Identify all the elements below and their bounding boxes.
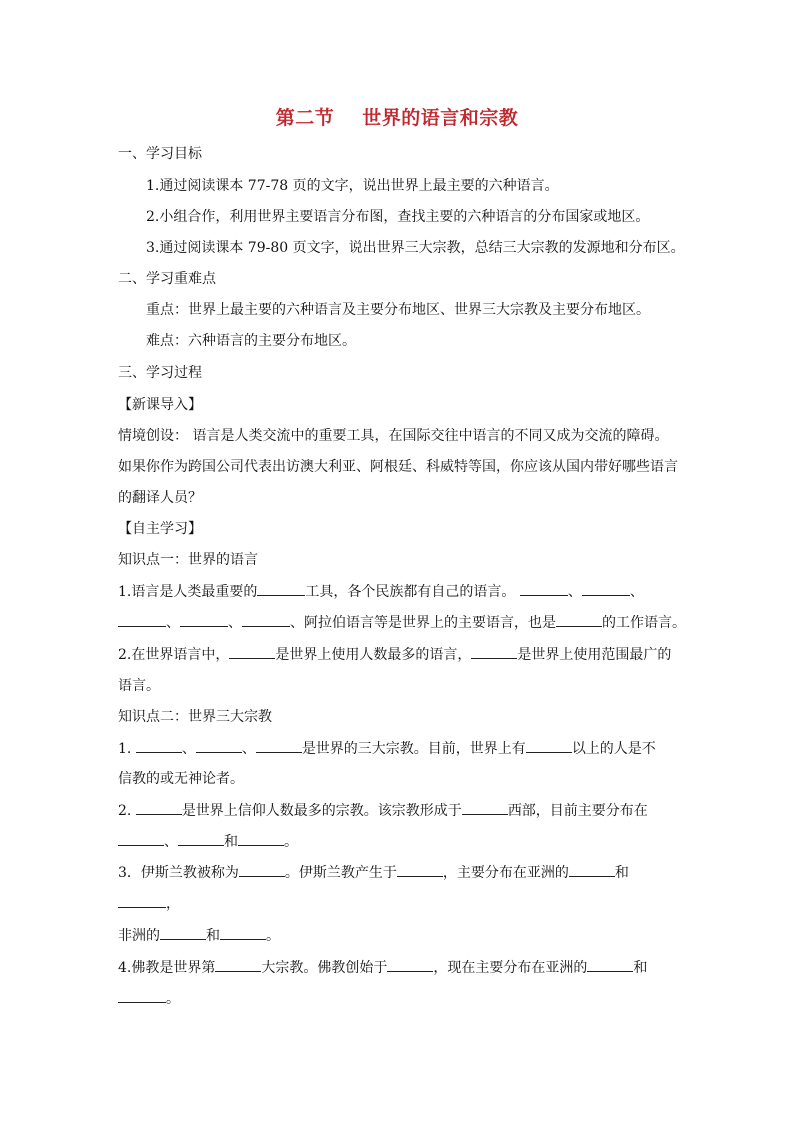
question-religion-1: 1. 、 、 是世界的三大宗教。目前，世界上有 以上的人是不 (118, 741, 656, 757)
kp2-heading: 知识点二：世界三大宗教 (118, 709, 272, 725)
kp1-heading: 知识点一：世界的语言 (118, 552, 258, 568)
answer-blank[interactable] (520, 582, 568, 596)
keypoints-heading: 二、学习重难点 (118, 271, 216, 287)
scenario-line-1: 情境创设： 语言是人类交流中的重要工具，在国际交往中语言的不同又成为交流的障碍。 (118, 428, 669, 444)
question-religion-1-cont: 信教的或无神论者。 (118, 771, 244, 787)
answer-blank[interactable] (569, 863, 615, 877)
question-religion-4-cont: 。 (118, 989, 180, 1008)
answer-blank[interactable] (196, 739, 242, 753)
self-study-tag: 【自主学习】 (118, 521, 202, 537)
question-lang-2: 2.在世界语言中， 是世界上使用人数最多的语言， 是世界上使用范围最广的 (118, 647, 672, 663)
page-title (0, 103, 794, 130)
question-lang-1-cont: 、 、 、阿拉伯语言等是世界上的主要语言，也是 的工作语言。 (118, 613, 686, 632)
question-religion-3: 3．伊斯兰教被称为 。伊斯兰教产生于 ，主要分布在亚洲的 和 (118, 865, 629, 881)
answer-blank[interactable] (118, 989, 166, 1003)
answer-blank[interactable] (526, 739, 572, 753)
answer-blank[interactable] (136, 801, 182, 815)
answer-blank[interactable] (178, 832, 224, 846)
goal-3: 3.通过阅读课本 79-80 页文字，说出世界三大宗教，总结三大宗教的发源地和分布区。 (146, 240, 685, 256)
answer-blank[interactable] (397, 863, 443, 877)
goals-heading: 一、学习目标 (118, 146, 202, 162)
answer-blank[interactable] (256, 739, 302, 753)
intro-tag: 【新课导入】 (118, 397, 202, 413)
answer-blank[interactable] (160, 926, 206, 940)
question-religion-3-cont2: 非洲的 和 。 (118, 928, 280, 944)
answer-blank[interactable] (118, 613, 166, 627)
answer-blank[interactable] (136, 739, 182, 753)
question-religion-3-cont: ， (118, 894, 180, 913)
answer-blank[interactable] (257, 582, 305, 596)
scenario-line-3: 的翻译人员？ (118, 490, 202, 506)
answer-blank[interactable] (239, 863, 285, 877)
answer-blank[interactable] (471, 645, 517, 659)
question-lang-2-cont: 语言。 (118, 678, 160, 694)
answer-blank[interactable] (220, 926, 266, 940)
process-heading: 三、学习过程 (118, 365, 202, 381)
answer-blank[interactable] (118, 832, 164, 846)
answer-blank[interactable] (180, 613, 228, 627)
question-religion-2: 2. 是世界上信仰人数最多的宗教。该宗教形成于 西部，目前主要分布在 (118, 803, 648, 819)
scenario-line-2: 如果你作为跨国公司代表出访澳大利亚、阿根廷、科威特等国，你应该从国内带好哪些语言 (118, 459, 678, 475)
answer-blank[interactable] (118, 894, 166, 908)
question-religion-4: 4.佛教是世界第 大宗教。佛教创始于 ，现在主要分布在亚洲的 和 (118, 960, 648, 976)
question-religion-2-cont: 、 和 。 (118, 832, 298, 851)
answer-blank[interactable] (242, 613, 290, 627)
answer-blank[interactable] (215, 958, 261, 972)
key-point: 重点：世界上最主要的六种语言及主要分布地区、世界三大宗教及主要分布地区。 (146, 302, 650, 318)
question-lang-1: 1.语言是人类最重要的 工具，各个民族都有自己的语言。 、 、 (118, 584, 644, 600)
answer-blank[interactable] (587, 958, 633, 972)
title-topic: 世界的语言和宗教 (362, 107, 519, 129)
answer-blank[interactable] (462, 801, 508, 815)
answer-blank[interactable] (582, 582, 630, 596)
answer-blank[interactable] (556, 613, 602, 627)
title-section-number: 第二节 (275, 107, 335, 129)
goal-2: 2.小组合作，利用世界主要语言分布图，查找主要的六种语言的分布国家或地区。 (146, 209, 650, 225)
answer-blank[interactable] (229, 645, 275, 659)
answer-blank[interactable] (387, 958, 433, 972)
goal-1: 1.通过阅读课本 77-78 页的文字，说出世界上最主要的六种语言。 (146, 178, 559, 194)
answer-blank[interactable] (238, 832, 284, 846)
difficult-point: 难点：六种语言的主要分布地区。 (146, 333, 356, 349)
